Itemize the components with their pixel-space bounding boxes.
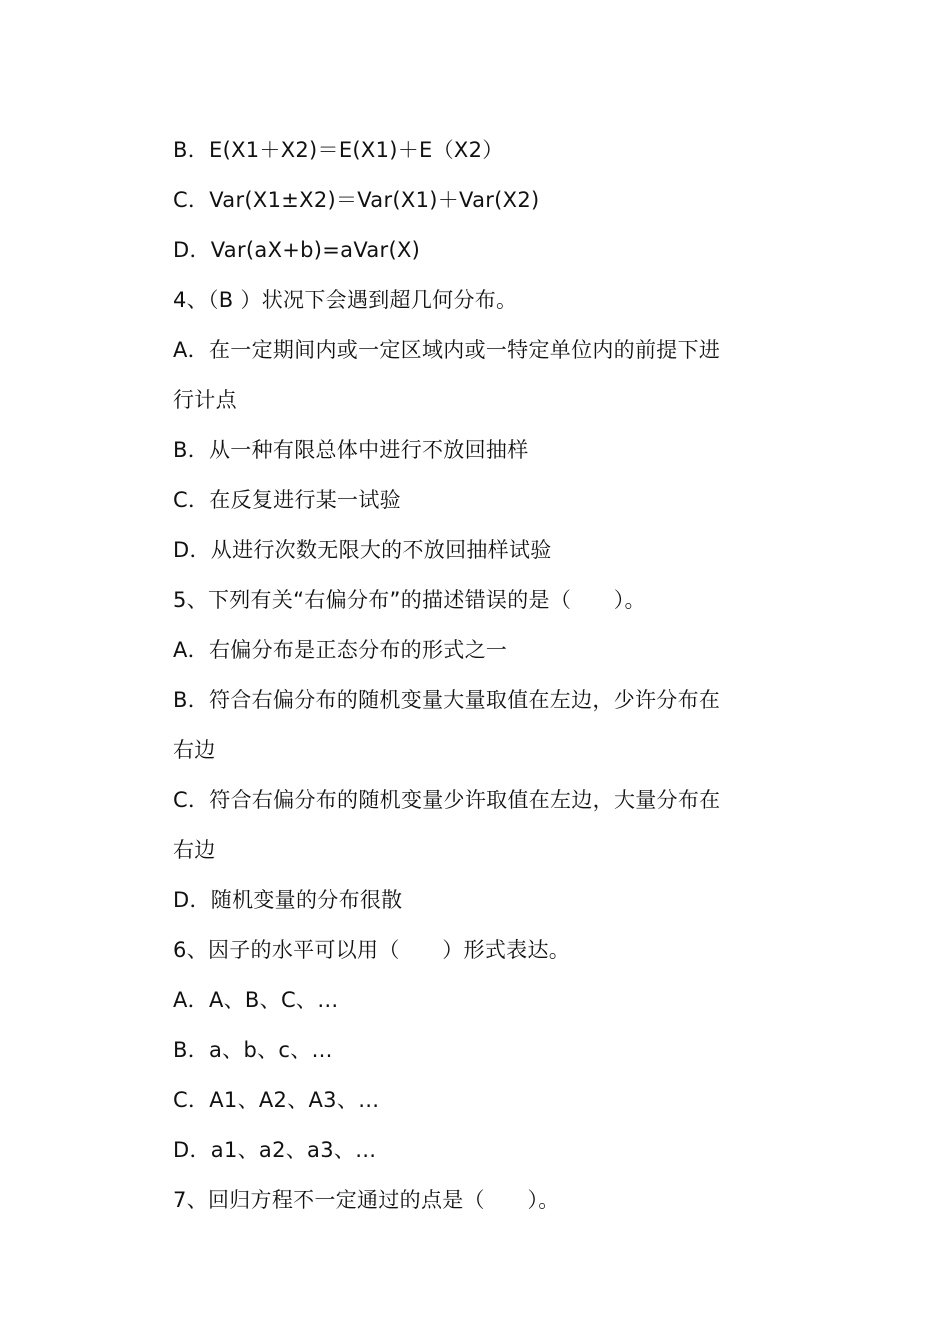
q5-option-b-line2: 右边 — [173, 738, 216, 762]
q5-option-c-line1: C．符合右偏分布的随机变量少许取值在左边，大量分布在 — [173, 788, 721, 812]
q5-option-b-line1: B．符合右偏分布的随机变量大量取值在左边，少许分布在 — [173, 688, 721, 712]
q5-option-c-line2: 右边 — [173, 838, 216, 862]
option-c-variance-sum: C．Var(X1±X2)＝Var(X1)＋Var(X2) — [173, 188, 540, 212]
question-6: 6、因子的水平可以用（ ）形式表达。 — [173, 938, 571, 962]
question-7: 7、回归方程不一定通过的点是（ ）。 — [173, 1188, 560, 1212]
option-d-variance-linear: D．Var(aX+b)=aVar(X) — [173, 238, 421, 262]
question-5: 5、下列有关“右偏分布”的描述错误的是（ ）。 — [173, 588, 646, 612]
q6-option-d: D．a1、a2、a3、… — [173, 1138, 377, 1162]
q4-option-c: C．在反复进行某一试验 — [173, 488, 401, 512]
q5-option-d: D．随机变量的分布很散 — [173, 888, 403, 912]
document-body — [173, 125, 813, 1225]
q6-option-a: A．A、B、C、… — [173, 988, 339, 1012]
q4-option-d: D．从进行次数无限大的不放回抽样试验 — [173, 538, 552, 562]
q4-option-a-line2: 行计点 — [173, 388, 237, 412]
q6-option-c: C．A1、A2、A3、… — [173, 1088, 380, 1112]
q5-option-a: A．右偏分布是正态分布的形式之一 — [173, 638, 508, 662]
option-b-expectation: B．E(X1＋X2)＝E(X1)＋E（X2） — [173, 138, 504, 162]
q4-option-b: B．从一种有限总体中进行不放回抽样 — [173, 438, 529, 462]
q4-option-a-line1: A．在一定期间内或一定区域内或一特定单位内的前提下进 — [173, 338, 721, 362]
question-4: 4、（B ）状况下会遇到超几何分布。 — [173, 288, 518, 312]
q6-option-b: B．a、b、c、… — [173, 1038, 333, 1062]
